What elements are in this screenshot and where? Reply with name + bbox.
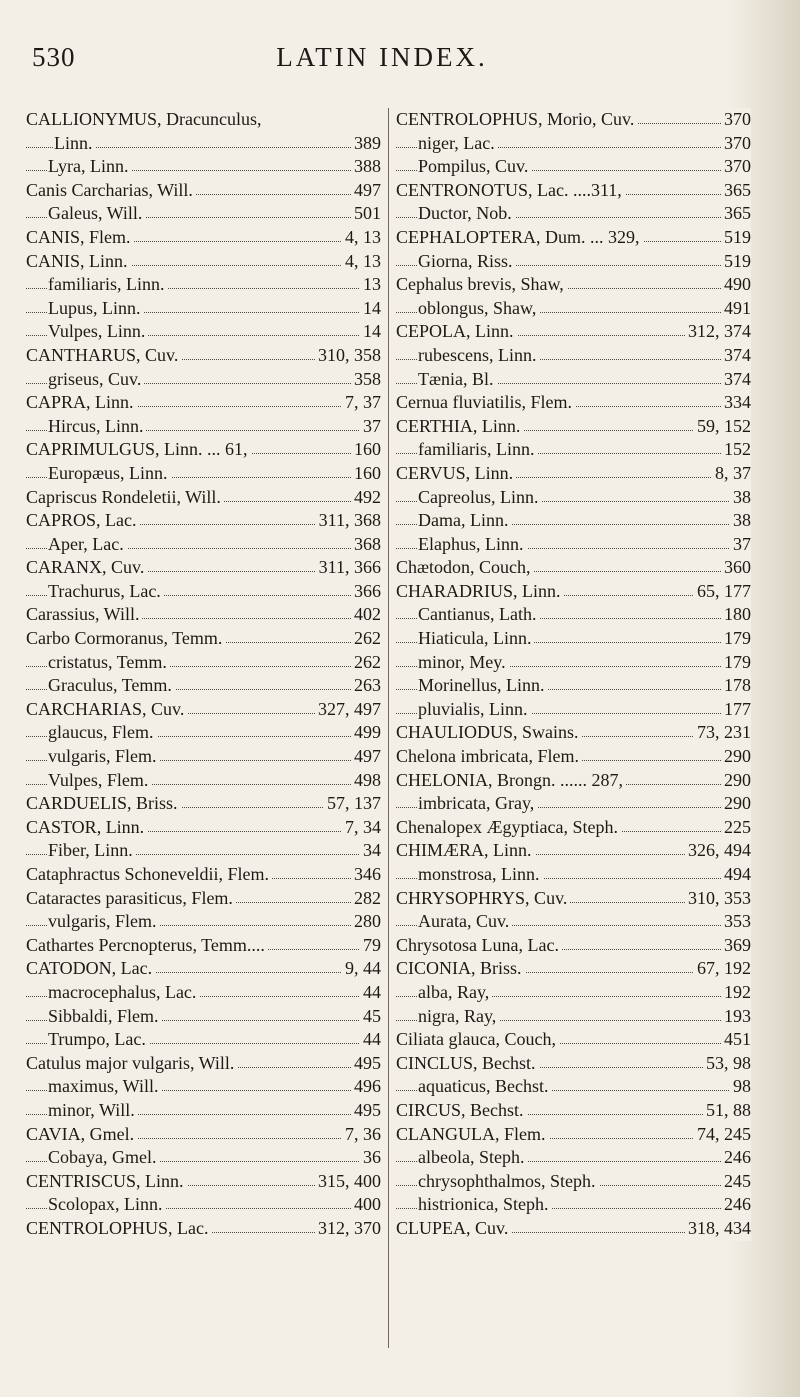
entry-name: Chelona imbricata, Flem. <box>396 746 582 766</box>
index-entry <box>26 155 381 179</box>
index-entry <box>396 910 751 934</box>
index-entry <box>26 769 381 793</box>
index-entry <box>396 368 751 392</box>
entry-pages: 179 <box>721 627 751 651</box>
entry-pages: 59, 152 <box>694 415 751 439</box>
entry-name: Vulpes, Flem. <box>48 770 151 790</box>
column-divider <box>388 108 389 1348</box>
index-entry <box>396 603 751 627</box>
entry-pages: 366 <box>351 580 381 604</box>
page-header <box>32 42 732 82</box>
entry-pages: 499 <box>351 721 381 745</box>
entry-name: CAVIA, Gmel. <box>26 1124 137 1144</box>
index-entry <box>26 816 381 840</box>
entry-pages: 38 <box>730 486 751 510</box>
entry-pages: 179 <box>721 651 751 675</box>
entry-name: Carbo Cormoranus, Temm. <box>26 628 225 648</box>
entry-name: Cathartes Percnopterus, Temm.... <box>26 935 268 955</box>
index-entry <box>396 1217 751 1241</box>
index-entry <box>26 603 381 627</box>
entry-pages: 7, 34 <box>342 816 381 840</box>
entry-name: Dama, Linn. <box>418 510 511 530</box>
entry-name: Cataractes parasiticus, Flem. <box>26 888 236 908</box>
index-entry <box>26 202 381 226</box>
entry-pages: 490 <box>721 273 751 297</box>
index-entry <box>26 132 381 156</box>
entry-name: CINCLUS, Bechst. <box>396 1053 539 1073</box>
index-entry <box>396 627 751 651</box>
index-entry <box>26 910 381 934</box>
entry-pages: 13 <box>360 273 381 297</box>
index-entry <box>396 1146 751 1170</box>
index-entry <box>26 1170 381 1194</box>
entry-name: CHRYSOPHRYS, Cuv. <box>396 888 570 908</box>
index-entry <box>396 344 751 368</box>
entry-pages: 79 <box>360 934 381 958</box>
entry-pages: 290 <box>721 745 751 769</box>
entry-pages: 451 <box>721 1028 751 1052</box>
entry-pages: 36 <box>360 1146 381 1170</box>
entry-pages: 53, 98 <box>703 1052 751 1076</box>
entry-name: CASTOR, Linn. <box>26 817 147 837</box>
index-entry <box>396 438 751 462</box>
entry-name: Ciliata glauca, Couch, <box>396 1029 559 1049</box>
entry-pages: 178 <box>721 674 751 698</box>
entry-pages: 374 <box>721 368 751 392</box>
entry-pages: 45 <box>360 1005 381 1029</box>
index-entry <box>396 934 751 958</box>
entry-pages: 262 <box>351 651 381 675</box>
index-entry <box>26 934 381 958</box>
entry-name: CENTRONOTUS, Lac. ....311, <box>396 180 625 200</box>
entry-name: Elaphus, Linn. <box>418 534 527 554</box>
index-entry <box>396 1005 751 1029</box>
entry-pages: 389 <box>351 132 381 156</box>
index-entry <box>396 769 751 793</box>
index-entry <box>396 981 751 1005</box>
entry-name: CARCHARIAS, Cuv. <box>26 699 187 719</box>
index-entry <box>396 226 751 250</box>
index-entry <box>396 674 751 698</box>
entry-pages: 44 <box>360 981 381 1005</box>
entry-pages: 73, 231 <box>694 721 751 745</box>
entry-name: Cantianus, Lath. <box>418 604 539 624</box>
entry-name: Aurata, Cuv. <box>418 911 512 931</box>
entry-name: Pompilus, Cuv. <box>418 156 531 176</box>
entry-name: Chrysotosa Luna, Lac. <box>396 935 562 955</box>
index-entry <box>396 698 751 722</box>
entry-name: CIRCUS, Bechst. <box>396 1100 527 1120</box>
index-entry <box>26 462 381 486</box>
entry-name: Cataphractus Schoneveldii, Flem. <box>26 864 272 884</box>
entry-name: Trumpo, Lac. <box>48 1029 149 1049</box>
index-entry <box>396 651 751 675</box>
index-entry <box>26 887 381 911</box>
entry-pages: 327, 497 <box>315 698 381 722</box>
index-entry <box>396 792 751 816</box>
index-entry <box>396 486 751 510</box>
entry-name: CEPHALOPTERA, Dum. ... 329, <box>396 227 643 247</box>
entry-name: alba, Ray, <box>418 982 492 1002</box>
entry-pages: 318, 434 <box>685 1217 751 1241</box>
entry-pages: 38 <box>730 509 751 533</box>
index-entry <box>26 981 381 1005</box>
entry-pages: 57, 137 <box>324 792 381 816</box>
entry-name: CEPOLA, Linn. <box>396 321 517 341</box>
index-entry <box>26 415 381 439</box>
entry-pages: 492 <box>351 486 381 510</box>
entry-name: vulgaris, Flem. <box>48 911 160 931</box>
entry-name: minor, Mey. <box>418 652 509 672</box>
entry-pages: 160 <box>351 462 381 486</box>
entry-name: Europæus, Linn. <box>48 463 171 483</box>
entry-pages: 326, 494 <box>685 839 751 863</box>
entry-name: CANIS, Flem. <box>26 227 134 247</box>
entry-name: Scolopax, Linn. <box>48 1194 166 1214</box>
entry-pages: 263 <box>351 674 381 698</box>
entry-pages: 501 <box>351 202 381 226</box>
index-entry <box>26 250 381 274</box>
index-entry <box>396 1123 751 1147</box>
index-entry <box>396 580 751 604</box>
entry-pages: 370 <box>721 108 751 132</box>
entry-pages: 9, 44 <box>342 957 381 981</box>
entry-name: Morinellus, Linn. <box>418 675 548 695</box>
index-entry <box>26 627 381 651</box>
entry-name: Linn. <box>54 133 96 153</box>
entry-name: CERTHIA, Linn. <box>396 416 523 436</box>
index-entry <box>26 486 381 510</box>
index-entry <box>396 1193 751 1217</box>
entry-name: Galeus, Will. <box>48 203 145 223</box>
entry-name: niger, Lac. <box>418 133 498 153</box>
entry-name: CAPRIMULGUS, Linn. ... 61, <box>26 439 251 459</box>
entry-pages: 160 <box>351 438 381 462</box>
index-entry <box>26 1193 381 1217</box>
index-entry <box>396 1028 751 1052</box>
entry-pages: 7, 36 <box>342 1123 381 1147</box>
entry-pages: 246 <box>721 1193 751 1217</box>
entry-pages: 369 <box>721 934 751 958</box>
index-entry <box>396 273 751 297</box>
entry-pages: 282 <box>351 887 381 911</box>
entry-pages: 334 <box>721 391 751 415</box>
entry-name: nigra, Ray, <box>418 1006 499 1026</box>
entry-pages: 495 <box>351 1052 381 1076</box>
entry-name: CHIMÆRA, Linn. <box>396 840 535 860</box>
index-entry <box>26 1005 381 1029</box>
entry-pages: 152 <box>721 438 751 462</box>
entry-name: familiaris, Linn. <box>48 274 167 294</box>
entry-name: vulgaris, Flem. <box>48 746 160 766</box>
entry-name: maximus, Will. <box>48 1076 161 1096</box>
entry-pages: 358 <box>351 368 381 392</box>
entry-name: Aper, Lac. <box>48 534 127 554</box>
index-entry <box>26 108 381 132</box>
entry-name: CLUPEA, Cuv. <box>396 1218 511 1238</box>
entry-name: Lupus, Linn. <box>48 298 144 318</box>
entry-name: pluvialis, Linn. <box>418 699 531 719</box>
index-entry <box>396 1075 751 1099</box>
entry-name: Tænia, Bl. <box>418 369 497 389</box>
entry-pages: 7, 37 <box>342 391 381 415</box>
index-entry <box>26 745 381 769</box>
index-entry <box>396 179 751 203</box>
entry-name: CERVUS, Linn. <box>396 463 516 483</box>
entry-pages: 37 <box>360 415 381 439</box>
index-entry <box>396 816 751 840</box>
entry-pages: 360 <box>721 556 751 580</box>
entry-pages: 374 <box>721 344 751 368</box>
index-entry <box>396 957 751 981</box>
entry-pages: 365 <box>721 202 751 226</box>
running-title: LATIN INDEX. <box>276 42 488 72</box>
index-entry <box>396 155 751 179</box>
entry-name: Ductor, Nob. <box>418 203 515 223</box>
entry-name: chrysophthalmos, Steph. <box>418 1171 599 1191</box>
entry-name: CANTHARUS, Cuv. <box>26 345 181 365</box>
entry-name: Cephalus brevis, Shaw, <box>396 274 567 294</box>
entry-name: Canis Carcharias, Will. <box>26 180 196 200</box>
entry-pages: 180 <box>721 603 751 627</box>
entry-pages: 98 <box>730 1075 751 1099</box>
index-entry <box>26 1123 381 1147</box>
index-entry <box>396 721 751 745</box>
entry-name: rubescens, Linn. <box>418 345 539 365</box>
index-entry <box>396 533 751 557</box>
entry-name: Fiber, Linn. <box>48 840 136 860</box>
entry-name: Hiaticula, Linn. <box>418 628 534 648</box>
entry-pages: 14 <box>360 320 381 344</box>
entry-pages: 14 <box>360 297 381 321</box>
index-entry <box>396 462 751 486</box>
entry-name: CENTROLOPHUS, Lac. <box>26 1218 212 1238</box>
page-number: 530 <box>32 42 76 72</box>
index-entry <box>26 297 381 321</box>
entry-name: Carassius, Will. <box>26 604 142 624</box>
entry-pages: 225 <box>721 816 751 840</box>
entry-name: Trachurus, Lac. <box>48 581 164 601</box>
entry-name: CANIS, Linn. <box>26 251 131 271</box>
entry-pages: 491 <box>721 297 751 321</box>
index-entry <box>396 391 751 415</box>
entry-name: Cobaya, Gmel. <box>48 1147 159 1167</box>
entry-pages: 370 <box>721 155 751 179</box>
entry-name: oblongus, Shaw, <box>418 298 539 318</box>
entry-pages: 4, 13 <box>342 226 381 250</box>
index-entry <box>396 1170 751 1194</box>
entry-pages: 315, 400 <box>315 1170 381 1194</box>
entry-name: CICONIA, Briss. <box>396 958 525 978</box>
index-entry <box>26 391 381 415</box>
entry-name: Graculus, Temm. <box>48 675 175 695</box>
entry-name: imbricata, Gray, <box>418 793 537 813</box>
entry-pages: 44 <box>360 1028 381 1052</box>
index-entry <box>396 108 751 132</box>
entry-pages: 193 <box>721 1005 751 1029</box>
index-entry <box>396 839 751 863</box>
right-column <box>396 108 751 1241</box>
entry-pages: 498 <box>351 769 381 793</box>
entry-name: Vulpes, Linn. <box>48 321 148 341</box>
index-entry <box>26 863 381 887</box>
entry-name: griseus, Cuv. <box>48 369 144 389</box>
entry-pages: 280 <box>351 910 381 934</box>
entry-name: Chenalopex Ægyptiaca, Steph. <box>396 817 621 837</box>
index-entry <box>26 344 381 368</box>
index-entry <box>396 556 751 580</box>
left-column <box>26 108 381 1241</box>
entry-name: Giorna, Riss. <box>418 251 516 271</box>
entry-pages: 388 <box>351 155 381 179</box>
entry-pages: 67, 192 <box>694 957 751 981</box>
entry-name: CALLIONYMUS, Dracunculus, <box>26 109 264 129</box>
index-entry <box>26 674 381 698</box>
entry-pages: 310, 358 <box>315 344 381 368</box>
entry-name: albeola, Steph. <box>418 1147 527 1167</box>
entry-pages: 262 <box>351 627 381 651</box>
entry-pages: 497 <box>351 179 381 203</box>
index-entry <box>396 1099 751 1123</box>
index-entry <box>26 509 381 533</box>
index-entry <box>26 1099 381 1123</box>
index-entry <box>26 698 381 722</box>
index-entry <box>396 1052 751 1076</box>
index-entry <box>396 250 751 274</box>
index-entry <box>26 533 381 557</box>
entry-name: Lyra, Linn. <box>48 156 131 176</box>
index-entry <box>26 273 381 297</box>
entry-pages: 4, 13 <box>342 250 381 274</box>
index-entry <box>396 509 751 533</box>
entry-pages: 346 <box>351 863 381 887</box>
entry-name: minor, Will. <box>48 1100 138 1120</box>
entry-pages: 368 <box>351 533 381 557</box>
entry-pages: 402 <box>351 603 381 627</box>
index-entry <box>396 745 751 769</box>
index-entry <box>396 887 751 911</box>
entry-pages: 365 <box>721 179 751 203</box>
entry-name: CAPRA, Linn. <box>26 392 137 412</box>
index-entry <box>26 368 381 392</box>
index-entry <box>26 1146 381 1170</box>
entry-name: CARANX, Cuv. <box>26 557 147 577</box>
index-entry <box>396 297 751 321</box>
entry-pages: 246 <box>721 1146 751 1170</box>
entry-name: CENTROLOPHUS, Morio, Cuv. <box>396 109 637 129</box>
entry-pages: 290 <box>721 769 751 793</box>
entry-name: CAPROS, Lac. <box>26 510 140 530</box>
entry-pages: 74, 245 <box>694 1123 751 1147</box>
index-entry <box>26 438 381 462</box>
entry-name: CENTRISCUS, Linn. <box>26 1171 187 1191</box>
index-entry <box>26 792 381 816</box>
entry-pages: 177 <box>721 698 751 722</box>
entry-name: cristatus, Temm. <box>48 652 170 672</box>
index-entry <box>26 320 381 344</box>
entry-name: familiaris, Linn. <box>418 439 537 459</box>
entry-pages: 519 <box>721 226 751 250</box>
entry-name: CHARADRIUS, Linn. <box>396 581 564 601</box>
entry-pages: 312, 374 <box>685 320 751 344</box>
index-entry <box>26 179 381 203</box>
entry-name: Capriscus Rondeletii, Will. <box>26 487 224 507</box>
entry-name: monstrosa, Linn. <box>418 864 543 884</box>
entry-name: Chætodon, Couch, <box>396 557 534 577</box>
entry-name: CARDUELIS, Briss. <box>26 793 181 813</box>
index-entry <box>26 721 381 745</box>
entry-pages: 519 <box>721 250 751 274</box>
entry-pages: 353 <box>721 910 751 934</box>
entry-name: aquaticus, Bechst. <box>418 1076 551 1096</box>
entry-name: CATODON, Lac. <box>26 958 155 978</box>
index-entry <box>26 1217 381 1241</box>
entry-pages: 400 <box>351 1193 381 1217</box>
entry-pages: 245 <box>721 1170 751 1194</box>
index-entry <box>26 957 381 981</box>
entry-pages: 310, 353 <box>685 887 751 911</box>
entry-name: CHAULIODUS, Swains. <box>396 722 582 742</box>
entry-name: Capreolus, Linn. <box>418 487 541 507</box>
entry-pages: 51, 88 <box>703 1099 751 1123</box>
entry-pages: 65, 177 <box>694 580 751 604</box>
index-entry <box>396 320 751 344</box>
index-entry <box>26 1052 381 1076</box>
index-entry <box>396 415 751 439</box>
index-entry <box>26 556 381 580</box>
index-entry <box>396 132 751 156</box>
entry-name: macrocephalus, Lac. <box>48 982 199 1002</box>
entry-pages: 312, 370 <box>315 1217 381 1241</box>
index-entry <box>26 651 381 675</box>
entry-pages: 370 <box>721 132 751 156</box>
entry-pages: 494 <box>721 863 751 887</box>
index-entry <box>396 202 751 226</box>
entry-pages: 311, 366 <box>316 556 381 580</box>
entry-name: glaucus, Flem. <box>48 722 157 742</box>
entry-pages: 497 <box>351 745 381 769</box>
entry-pages: 290 <box>721 792 751 816</box>
index-entry <box>26 839 381 863</box>
index-entry <box>26 1028 381 1052</box>
index-entry <box>26 580 381 604</box>
index-entry <box>26 1075 381 1099</box>
entry-name: Hircus, Linn. <box>48 416 146 436</box>
index-entry <box>26 226 381 250</box>
entry-name: CLANGULA, Flem. <box>396 1124 549 1144</box>
entry-pages: 37 <box>730 533 751 557</box>
entry-name: Cernua fluviatilis, Flem. <box>396 392 575 412</box>
entry-pages: 8, 37 <box>712 462 751 486</box>
entry-pages: 496 <box>351 1075 381 1099</box>
entry-name: CHELONIA, Brongn. ...... 287, <box>396 770 626 790</box>
entry-name: histrionica, Steph. <box>418 1194 551 1214</box>
entry-pages: 311, 368 <box>316 509 381 533</box>
entry-name: Catulus major vulgaris, Will. <box>26 1053 237 1073</box>
entry-pages: 192 <box>721 981 751 1005</box>
index-entry <box>396 863 751 887</box>
entry-pages: 495 <box>351 1099 381 1123</box>
entry-pages: 34 <box>360 839 381 863</box>
entry-name: Sibbaldi, Flem. <box>48 1006 162 1026</box>
